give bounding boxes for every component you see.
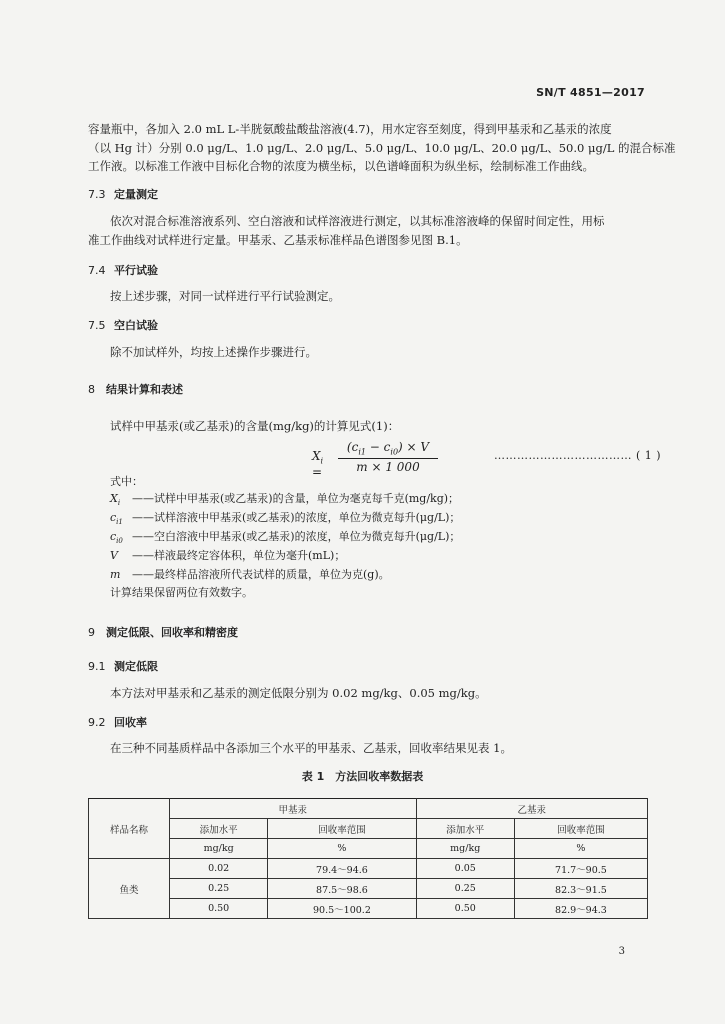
section-heading-9: [88, 624, 238, 640]
definition-row: $c_{i1}$ ——试样溶液中甲基汞(或乙基汞)的浓度，单位为微克每升(μg/L)；: [110, 511, 461, 527]
table-row: [89, 859, 648, 879]
page-number: 3: [618, 946, 625, 957]
paragraph-line: 准工作曲线对试样进行定量。甲基汞、乙基汞标准样品色谱图参见图 B.1。: [88, 233, 468, 247]
paragraph-line: 计算结果保留两位有效数字。: [110, 586, 253, 599]
section-heading-7-5: [88, 317, 158, 333]
table-title: 表 1 方法回收率数据表: [301, 770, 424, 783]
table-row: [89, 899, 648, 919]
table-header-row: [89, 839, 648, 859]
definition-row: V ——样液最终定容体积，单位为毫升(mL)；: [110, 549, 346, 562]
table-header-cell: mg/kg: [170, 839, 268, 859]
paragraph-line: 本方法对甲基汞和乙基汞的测定低限分别为 0.02 mg/kg、0.05 mg/kg。: [110, 686, 487, 700]
formula-fraction: [338, 440, 438, 474]
table-header-row: [89, 819, 648, 839]
paragraph-line: 容量瓶中，各加入 2.0 mL L-半胱氨酸盐酸盐溶液(4.7)，用水定容至刻度，得到甲基汞和乙基汞的浓度: [88, 122, 612, 136]
table-header-cell: 添加水平: [416, 819, 514, 839]
where-label: 式中：: [110, 475, 143, 488]
table-header-cell: 乙基汞: [416, 799, 647, 819]
table-header-cell: 回收率范围: [514, 819, 647, 839]
table-cell: 87.5～98.6: [268, 879, 416, 899]
table-header-cell: 回收率范围: [268, 819, 416, 839]
paragraph-line: （以 Hg 计）分别 0.0 μg/L、1.0 μg/L、2.0 μg/L、5.0 μg/L、10.0 μg/L、20.0 μg/L、50.0 μg/L 的混合标准: [88, 141, 676, 155]
table-cell: 0.25: [170, 879, 268, 899]
section-title: 平行试验: [114, 264, 158, 277]
table-header-cell: 样品名称: [89, 799, 170, 859]
table-header-cell: 甲基汞: [170, 799, 417, 819]
section-title: 测定低限: [114, 660, 158, 673]
section-number: 9.1: [88, 660, 106, 673]
table-cell: 0.50: [170, 899, 268, 919]
formula-lhs: $X_i$ =: [312, 449, 324, 480]
table-cell: 0.50: [416, 899, 514, 919]
section-title: 定量测定: [114, 188, 158, 201]
table-cell: 0.05: [416, 859, 514, 879]
table-header-cell: mg/kg: [416, 839, 514, 859]
formula-denominator: m × 1 000: [356, 460, 420, 475]
table-cell: 90.5～100.2: [268, 899, 416, 919]
recovery-table: [88, 798, 648, 919]
equation-label: ……………………………… ( 1 ): [494, 449, 662, 462]
definition-row: m ——最终样品溶液所代表试样的质量，单位为克(g)。: [110, 568, 390, 581]
section-number: 9.2: [88, 716, 106, 729]
standard-number: SN/T 4851—2017: [536, 86, 645, 99]
section-number: 7.5: [88, 319, 106, 332]
section-heading-9-2: [88, 714, 147, 730]
paragraph-line: 依次对混合标准溶液系列、空白溶液和试样溶液进行测定，以其标准溶液峰的保留时间定性，用标: [110, 214, 605, 228]
section-title: 回收率: [114, 716, 147, 729]
paragraph-line: 除不加试样外，均按上述操作步骤进行。: [110, 345, 317, 359]
formula-numerator: $(c_{i1} - c_{i0}) \times V$: [338, 440, 438, 459]
table-cell: 79.4～94.6: [268, 859, 416, 879]
table-header-cell: 添加水平: [170, 819, 268, 839]
paragraph-line: 按上述步骤，对同一试样进行平行试验测定。: [110, 289, 340, 303]
table-cell-sample: 鱼类: [89, 859, 170, 919]
section-number: 8: [88, 383, 95, 396]
section-title: 结果计算和表述: [106, 383, 183, 396]
definition-row: $c_{i0}$ ——空白溶液中甲基汞(或乙基汞)的浓度，单位为微克每升(μg/L)；: [110, 530, 461, 546]
section-heading-7-4: [88, 262, 158, 278]
table-cell: 0.25: [416, 879, 514, 899]
table-cell: 82.3～91.5: [514, 879, 647, 899]
table-cell: 82.9～94.3: [514, 899, 647, 919]
section-heading-8: [88, 381, 183, 397]
paragraph-line: 试样中甲基汞(或乙基汞)的含量(mg/kg)的计算见式(1)：: [110, 419, 400, 433]
paragraph-line: 工作液。以标准工作液中目标化合物的浓度为横坐标，以色谱峰面积为纵坐标，绘制标准工作曲线。: [88, 159, 594, 173]
table-cell: 71.7～90.5: [514, 859, 647, 879]
section-number: 7.4: [88, 264, 106, 277]
definition-row: $X_i$ ——试样中甲基汞(或乙基汞)的含量，单位为毫克每千克(mg/kg)；: [110, 492, 460, 508]
section-title: 测定低限、回收率和精密度: [106, 626, 238, 639]
section-heading-9-1: [88, 658, 158, 674]
table-header-cell: %: [268, 839, 416, 859]
section-number: 9: [88, 626, 95, 639]
table-cell: 0.02: [170, 859, 268, 879]
section-number: 7.3: [88, 188, 106, 201]
section-title: 空白试验: [114, 319, 158, 332]
table-header-cell: %: [514, 839, 647, 859]
table-header-row: [89, 799, 648, 819]
section-heading-7-3: [88, 186, 158, 202]
table-row: [89, 879, 648, 899]
paragraph-line: 在三种不同基质样品中各添加三个水平的甲基汞、乙基汞，回收率结果见表 1。: [110, 741, 512, 755]
